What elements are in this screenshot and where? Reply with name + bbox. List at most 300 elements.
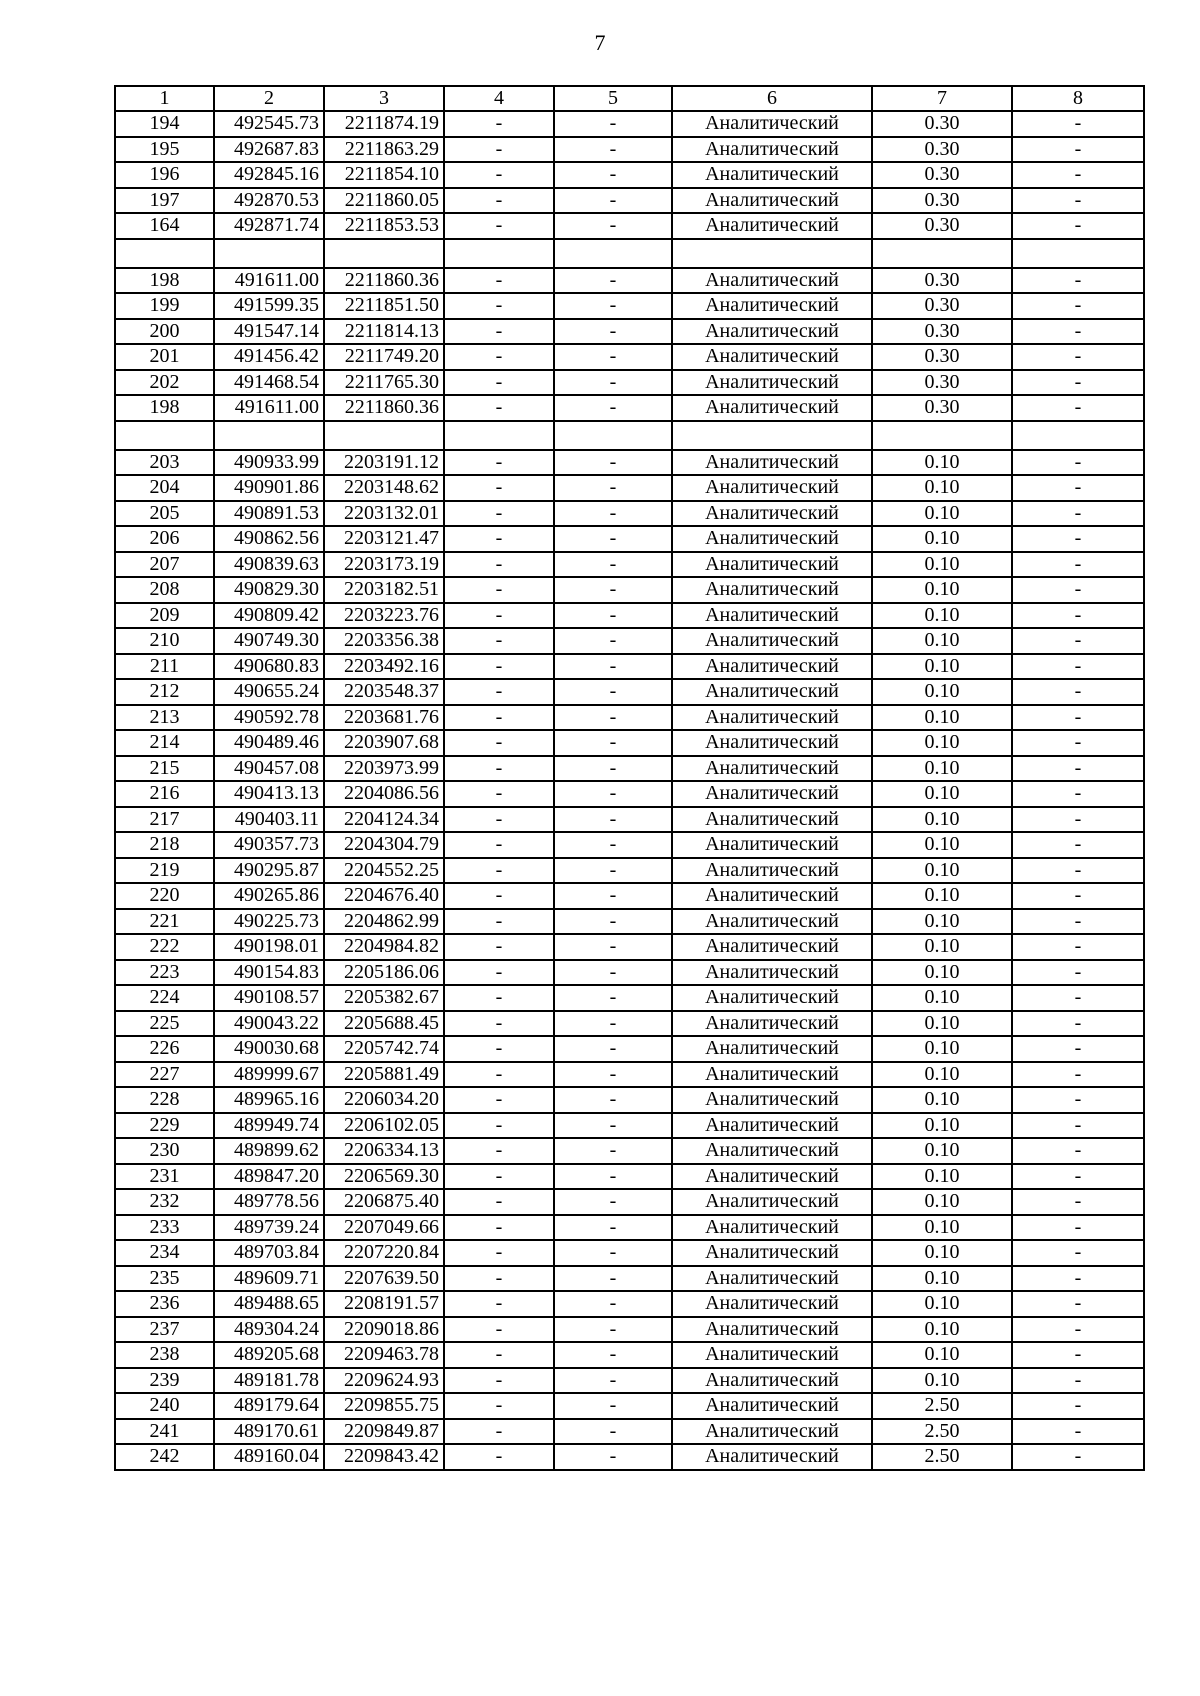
table-cell: 0.10 bbox=[872, 475, 1012, 501]
table-cell: - bbox=[444, 111, 554, 137]
table-row bbox=[115, 501, 1144, 527]
table-row bbox=[115, 370, 1144, 396]
table-cell: Аналитический bbox=[672, 1036, 872, 1062]
table-cell: 234 bbox=[115, 1240, 214, 1266]
table-cell: - bbox=[554, 1291, 672, 1317]
table-cell: 2211874.19 bbox=[324, 111, 444, 137]
table-cell: 200 bbox=[115, 319, 214, 345]
table-cell: 489205.68 bbox=[214, 1342, 324, 1368]
empty-cell bbox=[554, 421, 672, 450]
table-cell: 2211863.29 bbox=[324, 137, 444, 163]
table-cell: Аналитический bbox=[672, 1011, 872, 1037]
table-cell: 223 bbox=[115, 960, 214, 986]
table-row bbox=[115, 450, 1144, 476]
table-cell: 0.10 bbox=[872, 1087, 1012, 1113]
table-cell: 196 bbox=[115, 162, 214, 188]
table-cell: Аналитический bbox=[672, 526, 872, 552]
table-cell: 2211854.10 bbox=[324, 162, 444, 188]
table-row bbox=[115, 1164, 1144, 1190]
table-cell: 489304.24 bbox=[214, 1317, 324, 1343]
column-header: 7 bbox=[872, 86, 1012, 111]
table-cell: - bbox=[554, 162, 672, 188]
table-cell: 489999.67 bbox=[214, 1062, 324, 1088]
table-row bbox=[115, 807, 1144, 833]
table-cell: 240 bbox=[115, 1393, 214, 1419]
table-cell: - bbox=[1012, 1011, 1144, 1037]
table-row bbox=[115, 475, 1144, 501]
table-cell: 491456.42 bbox=[214, 344, 324, 370]
table-cell: - bbox=[1012, 909, 1144, 935]
table-row bbox=[115, 985, 1144, 1011]
table-cell: 204 bbox=[115, 475, 214, 501]
table-cell: Аналитический bbox=[672, 188, 872, 214]
table-cell: - bbox=[554, 832, 672, 858]
table-cell: 0.30 bbox=[872, 370, 1012, 396]
table-cell: 490108.57 bbox=[214, 985, 324, 1011]
table-cell: 489488.65 bbox=[214, 1291, 324, 1317]
table-cell: 2204086.56 bbox=[324, 781, 444, 807]
table-cell: - bbox=[1012, 1164, 1144, 1190]
table-cell: - bbox=[554, 370, 672, 396]
table-cell: - bbox=[1012, 137, 1144, 163]
table-cell: 490901.86 bbox=[214, 475, 324, 501]
table-cell: - bbox=[1012, 1062, 1144, 1088]
table-cell: - bbox=[1012, 552, 1144, 578]
table-header-row bbox=[115, 86, 1144, 111]
table-cell: Аналитический bbox=[672, 909, 872, 935]
table-cell: 489703.84 bbox=[214, 1240, 324, 1266]
table-cell: 2209463.78 bbox=[324, 1342, 444, 1368]
table-cell: 2.50 bbox=[872, 1393, 1012, 1419]
table-cell: - bbox=[554, 756, 672, 782]
table-cell: 2207049.66 bbox=[324, 1215, 444, 1241]
coordinates-table bbox=[114, 85, 1145, 1471]
table-cell: 0.10 bbox=[872, 1215, 1012, 1241]
table-cell: 0.10 bbox=[872, 883, 1012, 909]
table-cell: 2203907.68 bbox=[324, 730, 444, 756]
table-cell: - bbox=[444, 268, 554, 294]
table-row bbox=[115, 162, 1144, 188]
table-cell: - bbox=[1012, 1215, 1144, 1241]
table-cell: - bbox=[554, 188, 672, 214]
table-cell: - bbox=[1012, 603, 1144, 629]
table-cell: - bbox=[444, 1189, 554, 1215]
table-cell: - bbox=[1012, 111, 1144, 137]
table-cell: - bbox=[554, 1419, 672, 1445]
table-cell: 2204984.82 bbox=[324, 934, 444, 960]
table-cell: 0.10 bbox=[872, 832, 1012, 858]
table-cell: 2205382.67 bbox=[324, 985, 444, 1011]
table-row bbox=[115, 705, 1144, 731]
empty-cell bbox=[444, 421, 554, 450]
table-cell: 489847.20 bbox=[214, 1164, 324, 1190]
table-cell: Аналитический bbox=[672, 344, 872, 370]
table-row bbox=[115, 909, 1144, 935]
table-row bbox=[115, 577, 1144, 603]
table-cell: 2206034.20 bbox=[324, 1087, 444, 1113]
table-cell: 242 bbox=[115, 1444, 214, 1470]
column-header: 5 bbox=[554, 86, 672, 111]
empty-cell bbox=[444, 239, 554, 268]
table-cell: 490680.83 bbox=[214, 654, 324, 680]
table-cell: 2203973.99 bbox=[324, 756, 444, 782]
table-cell: - bbox=[554, 1266, 672, 1292]
table-cell: 489899.62 bbox=[214, 1138, 324, 1164]
table-row bbox=[115, 1419, 1144, 1445]
table-cell: - bbox=[444, 213, 554, 239]
table-cell: - bbox=[1012, 188, 1144, 214]
table-row bbox=[115, 1393, 1144, 1419]
table-cell: Аналитический bbox=[672, 679, 872, 705]
table-cell: 2211749.20 bbox=[324, 344, 444, 370]
table-cell: - bbox=[444, 756, 554, 782]
table-cell: Аналитический bbox=[672, 781, 872, 807]
table-cell: 241 bbox=[115, 1419, 214, 1445]
table-cell: 210 bbox=[115, 628, 214, 654]
table-cell: 2206569.30 bbox=[324, 1164, 444, 1190]
table-cell: 489170.61 bbox=[214, 1419, 324, 1445]
table-cell: 201 bbox=[115, 344, 214, 370]
table-cell: 490829.30 bbox=[214, 577, 324, 603]
table-cell: Аналитический bbox=[672, 1317, 872, 1343]
table-cell: - bbox=[1012, 162, 1144, 188]
table-cell: - bbox=[554, 395, 672, 421]
table-row bbox=[115, 1368, 1144, 1394]
table-cell: - bbox=[554, 730, 672, 756]
table-cell: - bbox=[1012, 1419, 1144, 1445]
table-cell: 491611.00 bbox=[214, 268, 324, 294]
table-cell: 2207639.50 bbox=[324, 1266, 444, 1292]
table-row bbox=[115, 1342, 1144, 1368]
table-cell: 492545.73 bbox=[214, 111, 324, 137]
table-cell: 227 bbox=[115, 1062, 214, 1088]
table-cell: Аналитический bbox=[672, 1062, 872, 1088]
table-cell: 490891.53 bbox=[214, 501, 324, 527]
table-cell: - bbox=[554, 1062, 672, 1088]
table-cell: Аналитический bbox=[672, 1215, 872, 1241]
table-cell: - bbox=[1012, 628, 1144, 654]
table-cell: 2211853.53 bbox=[324, 213, 444, 239]
table-row bbox=[115, 1062, 1144, 1088]
table-cell: Аналитический bbox=[672, 883, 872, 909]
table-cell: - bbox=[554, 475, 672, 501]
empty-cell bbox=[214, 239, 324, 268]
table-cell: 232 bbox=[115, 1189, 214, 1215]
table-cell: 235 bbox=[115, 1266, 214, 1292]
column-header: 3 bbox=[324, 86, 444, 111]
table-cell: - bbox=[444, 1011, 554, 1037]
table-cell: 0.10 bbox=[872, 1113, 1012, 1139]
table-body bbox=[115, 86, 1144, 1470]
table-cell: 0.10 bbox=[872, 705, 1012, 731]
table-cell: 0.10 bbox=[872, 1062, 1012, 1088]
table-cell: 209 bbox=[115, 603, 214, 629]
table-row bbox=[115, 1317, 1144, 1343]
table-cell: 489160.04 bbox=[214, 1444, 324, 1470]
table-cell: - bbox=[1012, 1087, 1144, 1113]
table-cell: Аналитический bbox=[672, 858, 872, 884]
table-cell: 0.10 bbox=[872, 1240, 1012, 1266]
table-cell: - bbox=[444, 654, 554, 680]
table-cell: 0.10 bbox=[872, 934, 1012, 960]
table-row bbox=[115, 1138, 1144, 1164]
table-cell: - bbox=[1012, 319, 1144, 345]
table-row bbox=[115, 137, 1144, 163]
empty-cell bbox=[1012, 421, 1144, 450]
table-cell: - bbox=[554, 1240, 672, 1266]
table-cell: - bbox=[554, 603, 672, 629]
table-cell: 2203548.37 bbox=[324, 679, 444, 705]
table-cell: - bbox=[554, 960, 672, 986]
table-cell: 238 bbox=[115, 1342, 214, 1368]
table-cell: - bbox=[554, 552, 672, 578]
table-row bbox=[115, 319, 1144, 345]
table-cell: - bbox=[1012, 268, 1144, 294]
table-cell: - bbox=[444, 137, 554, 163]
table-cell: - bbox=[444, 960, 554, 986]
table-cell: 489778.56 bbox=[214, 1189, 324, 1215]
table-cell: - bbox=[1012, 526, 1144, 552]
table-cell: - bbox=[444, 370, 554, 396]
table-row bbox=[115, 603, 1144, 629]
table-cell: - bbox=[1012, 705, 1144, 731]
table-cell: Аналитический bbox=[672, 213, 872, 239]
table-row bbox=[115, 1444, 1144, 1470]
table-cell: 0.10 bbox=[872, 756, 1012, 782]
table-cell: 224 bbox=[115, 985, 214, 1011]
table-cell: - bbox=[444, 1113, 554, 1139]
table-row bbox=[115, 1266, 1144, 1292]
table-cell: - bbox=[1012, 1036, 1144, 1062]
table-cell: 2206102.05 bbox=[324, 1113, 444, 1139]
table-row bbox=[115, 1036, 1144, 1062]
table-cell: - bbox=[1012, 781, 1144, 807]
table-row bbox=[115, 526, 1144, 552]
table-row bbox=[115, 213, 1144, 239]
table-cell: 490043.22 bbox=[214, 1011, 324, 1037]
table-cell: 217 bbox=[115, 807, 214, 833]
separator-row bbox=[115, 421, 1144, 450]
table-cell: - bbox=[444, 1393, 554, 1419]
table-row bbox=[115, 628, 1144, 654]
table-cell: 0.30 bbox=[872, 137, 1012, 163]
table-cell: - bbox=[1012, 883, 1144, 909]
table-cell: 489609.71 bbox=[214, 1266, 324, 1292]
table-cell: 236 bbox=[115, 1291, 214, 1317]
table-cell: Аналитический bbox=[672, 137, 872, 163]
column-header: 4 bbox=[444, 86, 554, 111]
table-cell: 0.10 bbox=[872, 552, 1012, 578]
table-cell: - bbox=[444, 552, 554, 578]
empty-cell bbox=[324, 239, 444, 268]
table-cell: 2209018.86 bbox=[324, 1317, 444, 1343]
table-cell: 2203132.01 bbox=[324, 501, 444, 527]
empty-cell bbox=[672, 421, 872, 450]
table-cell: - bbox=[554, 1189, 672, 1215]
table-cell: 2209624.93 bbox=[324, 1368, 444, 1394]
table-cell: 197 bbox=[115, 188, 214, 214]
table-row bbox=[115, 111, 1144, 137]
table-cell: 228 bbox=[115, 1087, 214, 1113]
table-cell: - bbox=[444, 526, 554, 552]
table-cell: 237 bbox=[115, 1317, 214, 1343]
table-cell: - bbox=[554, 909, 672, 935]
table-cell: 0.10 bbox=[872, 960, 1012, 986]
table-cell: 492687.83 bbox=[214, 137, 324, 163]
table-cell: - bbox=[444, 1062, 554, 1088]
table-cell: 2211860.36 bbox=[324, 395, 444, 421]
table-cell: Аналитический bbox=[672, 654, 872, 680]
table-cell: 489965.16 bbox=[214, 1087, 324, 1113]
table-row bbox=[115, 188, 1144, 214]
table-cell: 0.30 bbox=[872, 395, 1012, 421]
table-cell: 490933.99 bbox=[214, 450, 324, 476]
table-cell: 2203173.19 bbox=[324, 552, 444, 578]
table-cell: - bbox=[1012, 577, 1144, 603]
table-cell: 230 bbox=[115, 1138, 214, 1164]
table-cell: - bbox=[444, 1342, 554, 1368]
table-cell: - bbox=[1012, 934, 1144, 960]
table-cell: 239 bbox=[115, 1368, 214, 1394]
table-cell: 490154.83 bbox=[214, 960, 324, 986]
table-cell: 220 bbox=[115, 883, 214, 909]
table-cell: - bbox=[444, 1138, 554, 1164]
table-cell: 2211851.50 bbox=[324, 293, 444, 319]
table-cell: - bbox=[1012, 450, 1144, 476]
empty-cell bbox=[214, 421, 324, 450]
table-cell: 491611.00 bbox=[214, 395, 324, 421]
table-cell: - bbox=[554, 679, 672, 705]
table-cell: Аналитический bbox=[672, 960, 872, 986]
table-cell: 489739.24 bbox=[214, 1215, 324, 1241]
table-cell: - bbox=[554, 450, 672, 476]
table-cell: 218 bbox=[115, 832, 214, 858]
table-cell: 490403.11 bbox=[214, 807, 324, 833]
table-cell: 490809.42 bbox=[214, 603, 324, 629]
table-cell: - bbox=[554, 111, 672, 137]
table-cell: - bbox=[444, 319, 554, 345]
table-cell: Аналитический bbox=[672, 1368, 872, 1394]
table-cell: 2203182.51 bbox=[324, 577, 444, 603]
table-cell: Аналитический bbox=[672, 370, 872, 396]
table-cell: 0.10 bbox=[872, 603, 1012, 629]
table-cell: 231 bbox=[115, 1164, 214, 1190]
table-cell: 203 bbox=[115, 450, 214, 476]
table-cell: Аналитический bbox=[672, 1419, 872, 1445]
table-cell: Аналитический bbox=[672, 552, 872, 578]
table-cell: 489179.64 bbox=[214, 1393, 324, 1419]
table-cell: 0.30 bbox=[872, 213, 1012, 239]
table-row bbox=[115, 756, 1144, 782]
table-cell: - bbox=[554, 1113, 672, 1139]
table-cell: 490225.73 bbox=[214, 909, 324, 935]
column-header: 1 bbox=[115, 86, 214, 111]
table-cell: 0.30 bbox=[872, 111, 1012, 137]
table-cell: 194 bbox=[115, 111, 214, 137]
table-cell: - bbox=[444, 934, 554, 960]
table-cell: - bbox=[444, 781, 554, 807]
table-cell: 2205742.74 bbox=[324, 1036, 444, 1062]
table-cell: 229 bbox=[115, 1113, 214, 1139]
table-cell: 2205881.49 bbox=[324, 1062, 444, 1088]
table-cell: - bbox=[1012, 370, 1144, 396]
table-cell: - bbox=[1012, 807, 1144, 833]
table-cell: 214 bbox=[115, 730, 214, 756]
table-cell: 490265.86 bbox=[214, 883, 324, 909]
table-cell: - bbox=[1012, 293, 1144, 319]
table-cell: 490295.87 bbox=[214, 858, 324, 884]
table-row bbox=[115, 679, 1144, 705]
table-cell: 0.10 bbox=[872, 1138, 1012, 1164]
table-cell: 490592.78 bbox=[214, 705, 324, 731]
table-cell: - bbox=[554, 344, 672, 370]
table-cell: 222 bbox=[115, 934, 214, 960]
table-cell: - bbox=[1012, 1342, 1144, 1368]
table-cell: - bbox=[1012, 213, 1144, 239]
table-cell: Аналитический bbox=[672, 832, 872, 858]
table-cell: 198 bbox=[115, 395, 214, 421]
table-cell: 0.10 bbox=[872, 1266, 1012, 1292]
table-row bbox=[115, 395, 1144, 421]
table-cell: 2206875.40 bbox=[324, 1189, 444, 1215]
table-cell: 2207220.84 bbox=[324, 1240, 444, 1266]
table-cell: Аналитический bbox=[672, 628, 872, 654]
table-cell: 198 bbox=[115, 268, 214, 294]
table-cell: 2203356.38 bbox=[324, 628, 444, 654]
table-cell: 2211860.36 bbox=[324, 268, 444, 294]
table-cell: - bbox=[1012, 654, 1144, 680]
table-cell: 0.10 bbox=[872, 501, 1012, 527]
table-cell: Аналитический bbox=[672, 293, 872, 319]
table-cell: - bbox=[1012, 1368, 1144, 1394]
table-cell: 0.10 bbox=[872, 781, 1012, 807]
table-cell: - bbox=[1012, 475, 1144, 501]
table-cell: - bbox=[554, 213, 672, 239]
table-cell: - bbox=[554, 526, 672, 552]
table-cell: - bbox=[1012, 1266, 1144, 1292]
table-cell: 0.10 bbox=[872, 526, 1012, 552]
table-cell: - bbox=[554, 883, 672, 909]
table-cell: 2204304.79 bbox=[324, 832, 444, 858]
table-cell: - bbox=[554, 501, 672, 527]
table-cell: Аналитический bbox=[672, 756, 872, 782]
table-row bbox=[115, 1240, 1144, 1266]
table-cell: Аналитический bbox=[672, 319, 872, 345]
empty-cell bbox=[1012, 239, 1144, 268]
table-cell: - bbox=[444, 1215, 554, 1241]
table-cell: 2203492.16 bbox=[324, 654, 444, 680]
table-cell: Аналитический bbox=[672, 111, 872, 137]
table-row bbox=[115, 1113, 1144, 1139]
table-cell: 489181.78 bbox=[214, 1368, 324, 1394]
table-cell: 490413.13 bbox=[214, 781, 324, 807]
table-cell: 225 bbox=[115, 1011, 214, 1037]
table-cell: 0.10 bbox=[872, 654, 1012, 680]
table-cell: Аналитический bbox=[672, 1164, 872, 1190]
table-cell: 2203681.76 bbox=[324, 705, 444, 731]
table-row bbox=[115, 293, 1144, 319]
table-cell: 490655.24 bbox=[214, 679, 324, 705]
table-cell: 0.10 bbox=[872, 1036, 1012, 1062]
table-cell: 491599.35 bbox=[214, 293, 324, 319]
table-cell: 0.10 bbox=[872, 577, 1012, 603]
table-cell: - bbox=[1012, 501, 1144, 527]
table-cell: Аналитический bbox=[672, 395, 872, 421]
table-cell: - bbox=[554, 1444, 672, 1470]
table-cell: 492871.74 bbox=[214, 213, 324, 239]
table-cell: 2211860.05 bbox=[324, 188, 444, 214]
table-cell: 206 bbox=[115, 526, 214, 552]
